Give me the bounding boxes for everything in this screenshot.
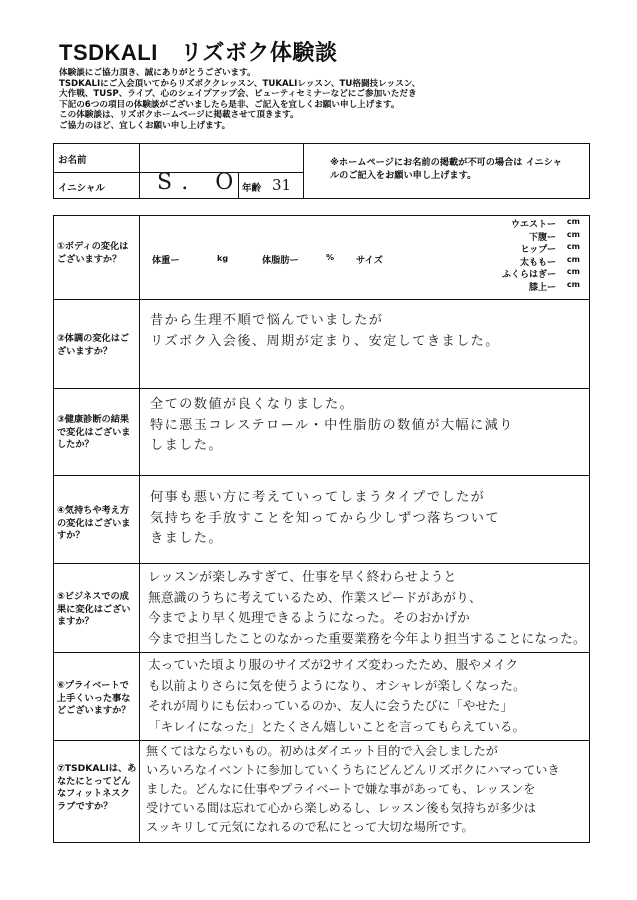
answer-line: も以前よりさらに気を使うようになり、オシャレが楽しくなった。 [148,677,526,693]
question-body-change: ①ボディの変化はございますか？ [57,241,129,265]
size-unit: cm [566,242,580,251]
divider [53,299,590,300]
question-condition: ②体調の変化はございますか？ [57,333,130,357]
answer-line: いろいろなイベントに参加していくうちにどんどんリズボクにハマっていき [146,763,560,777]
divider [53,740,590,741]
answer-line: 何事も悪い方に考えていってしまうタイプでしたが [150,490,486,505]
answer-condition [150,311,500,352]
divider [53,475,590,476]
intro-line: 体験談にご協力頂き、誠にありがとうございます。 [59,68,256,78]
weight-label: 体重ー [152,255,180,266]
size-unit: cm [566,217,580,226]
answer-line: リズボク入会後、周期が定まり、安定してきました。 [150,333,500,349]
question-club: ⑦TSDKALIは、あなたにとってどんなフィットネスクラブですか？ [57,763,137,812]
size-unit: cm [566,229,580,239]
body-fat-label: 体脂肪ー [262,255,299,266]
divider [139,215,140,843]
size-item-label: 太ももー [519,257,556,268]
size-item-label: ウエストー [510,220,556,230]
answer-line: 昔から生理不順で悩んでいましたが [150,313,384,328]
answer-line: ました。どんなに仕事やプライベートで嫌な事があっても、レッスンを [146,782,536,796]
privacy-note: ※ホームページにお名前の掲載が不可の場合は イニシャルのご記入をお願い申し上げます。 [330,157,562,181]
size-row [468,217,580,230]
answer-mindset [150,488,500,550]
answer-line: 無意識のうちに考えているため、作業スピードがあがり、 [148,590,482,606]
answer-business [148,568,586,650]
weight-unit: kg [217,254,229,263]
intro-line: 下記の6つの項目の体験談がございましたら是非、ご記入を宜しくお願い申し上げます。 [59,99,400,110]
answer-line: きました。 [150,531,223,546]
size-item-label: 膝上ー [528,282,556,293]
size-item-label: 下腹ー [528,232,556,243]
divider [139,143,140,199]
age-value: 31 [272,176,292,194]
size-label: サイズ [356,255,383,266]
name-label: お名前 [58,155,87,166]
answer-line: 太っていた頃より服のサイズが2サイズ変わったため、服やメイク [148,657,519,672]
initial-label: イニシャル [58,183,105,194]
size-unit: cm [566,279,580,289]
answer-line: スッキリして元気になれるので私にとって大切な場所です。 [146,820,474,834]
size-row [468,255,580,268]
size-item-label: ヒップー [520,245,556,255]
intro-line: この体験談は、リズボクホームページに掲載させて頂きます。 [59,110,299,121]
answer-line: 全ての数値が良くなりました。 [150,397,355,412]
answer-line: しました。 [150,438,223,453]
size-measurements [468,217,580,292]
age-label: 年齢 [242,183,262,194]
intro-line: 大作戦、TUSP、ライブ、心のシェイプアップ会、ビューティセミナーなどにご参加いただき [59,89,417,100]
answer-line: 今までより早く処理できるようになった。そのおかげか [148,611,470,626]
size-row [468,280,580,293]
size-row [468,242,580,255]
answer-health-check [150,395,514,457]
intro-text [59,68,599,132]
page-title: TSDKALI リズボク体験談 [59,40,338,65]
question-business: ⑤ビジネスでの成果に変化はございますか？ [57,591,131,627]
answer-line: 気持ちを手放すことを知ってから少しずつ落ちついて [150,510,500,526]
divider [53,388,590,389]
question-mindset: ④気持ちや考え方の変化はございますか？ [57,505,131,541]
answer-line: 今まで担当したことのなかった重要業務を今年より担当することになった。 [148,631,586,647]
intro-line: TSDKALIにご入会頂いてからリズボククレッスン、TUKALIレッスン、TU格闘技レッスン、 [59,78,421,89]
intro-line: ご協力のほど、宜しくお願い申し上げます。 [59,120,231,131]
answer-line: 特に悪玉コレステロール・中性脂肪の数値が大幅に減り [150,417,514,433]
answer-line: レッスンが楽しみすぎて、仕事を早く終わらせようと [148,570,457,585]
answer-club [146,742,560,837]
size-item-label: ふくらはぎー [501,270,556,280]
question-health-check: ③健康診断の結果で変化はございましたか？ [57,414,131,450]
size-row [468,230,580,243]
answer-line: 受けている間は忘れて心から楽しめるし、レッスン後も気持ちが多少は [146,801,536,815]
answer-line: それが周りにも伝わっているのか、友人に会うたびに「やせた」 [148,698,514,713]
initial-value: S. O [157,170,244,195]
size-unit: cm [566,267,580,276]
answer-private [148,655,526,737]
divider [53,652,590,653]
size-row [468,267,580,280]
divider [303,143,304,199]
answer-line: 無くてはならないもの。初めはダイエット目的で入会しましたが [146,744,498,758]
body-fat-unit: % [326,253,335,262]
question-private: ⑥プライベートで上手くいった事などございますか？ [57,680,131,716]
divider [53,563,590,564]
size-unit: cm [566,254,580,264]
answer-line: 「キレイになった」とたくさん嬉しいことを言ってもらえている。 [148,718,526,734]
